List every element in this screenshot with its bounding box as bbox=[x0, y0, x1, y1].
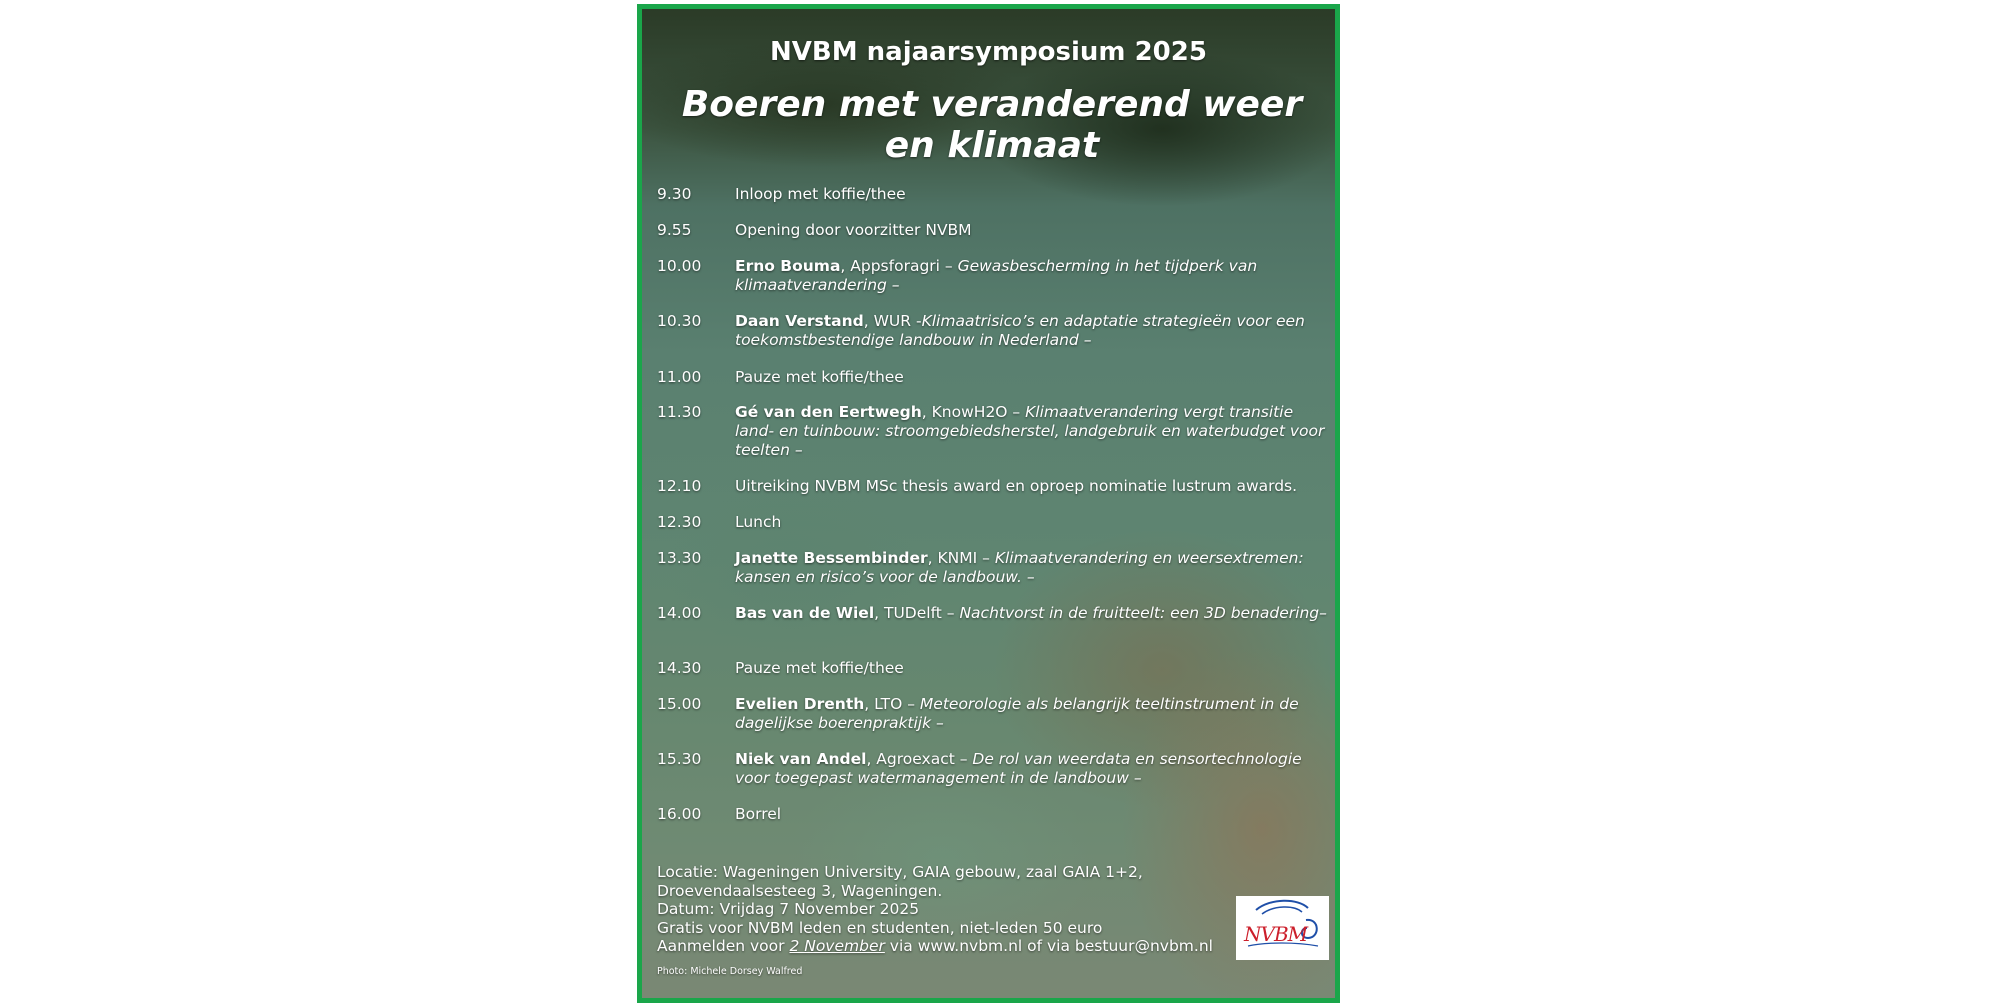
logo-text: NVBM bbox=[1244, 922, 1308, 946]
event-details bbox=[657, 863, 1257, 956]
speaker-affiliation: , Appsforagri – bbox=[840, 257, 958, 275]
program-time: 10.30 bbox=[657, 312, 702, 330]
program-description: Lunch bbox=[735, 513, 782, 531]
program-time: 11.00 bbox=[657, 368, 702, 386]
registration-prefix: Aanmelden voor bbox=[657, 937, 790, 955]
speaker-affiliation: , WUR - bbox=[863, 312, 922, 330]
location-text: Locatie: Wageningen University, GAIA gebouw, zaal GAIA 1+2, Droevendaalsesteeg 3, Wageningen. bbox=[657, 863, 1143, 900]
speaker-name: Janette Bessembinder bbox=[735, 549, 928, 567]
program-time: 16.00 bbox=[657, 805, 702, 823]
speaker-affiliation: , TUDelft – bbox=[874, 604, 960, 622]
talk-title: Klimaatrisico’s en adaptatie strategieën voor een toekomstbestendige landbouw in Nederland – bbox=[735, 312, 1305, 349]
program-time: 9.30 bbox=[657, 185, 692, 203]
talk-title: Gewasbescherming in het tijdperk van klimaatverandering – bbox=[735, 257, 1258, 294]
program-time: 13.30 bbox=[657, 549, 702, 567]
photo-credit: Photo: Michele Dorsey Walfred bbox=[657, 966, 803, 977]
poster-headline: NVBM najaarsymposium 2025 bbox=[770, 37, 1207, 67]
program-time: 10.00 bbox=[657, 257, 702, 275]
speaker-affiliation: , LTO – bbox=[864, 695, 920, 713]
speaker-name: Daan Verstand bbox=[735, 312, 864, 330]
speaker-affiliation: , Agroexact – bbox=[866, 750, 973, 768]
program-description: Opening door voorzitter NVBM bbox=[735, 221, 972, 239]
speaker-affiliation: , KnowH2O – bbox=[921, 403, 1026, 421]
program-time: 12.10 bbox=[657, 477, 702, 495]
program-description bbox=[735, 750, 1330, 788]
speaker-name: Gé van den Eertwegh bbox=[735, 403, 922, 421]
program-description: Borrel bbox=[735, 805, 782, 823]
talk-title: Klimaatverandering vergt transitie land- en tuinbouw: stroomgebiedsherstel, landgebruik en waterbudget voor teelten – bbox=[735, 403, 1325, 459]
registration-text bbox=[657, 937, 1257, 956]
speaker-name: Niek van Andel bbox=[735, 750, 867, 768]
nvbm-logo bbox=[1236, 896, 1329, 960]
program-description bbox=[735, 403, 1330, 460]
speaker-name: Bas van de Wiel bbox=[735, 604, 875, 622]
program-description bbox=[735, 312, 1330, 350]
program-description bbox=[735, 257, 1330, 295]
poster-subtitle: Boeren met veranderend weer en klimaat bbox=[681, 84, 1303, 166]
speaker-name: Erno Bouma bbox=[735, 257, 841, 275]
registration-deadline: 2 November bbox=[789, 937, 885, 955]
talk-title: De rol van weerdata en sensortechnologie voor toegepast watermanagement in de landbouw – bbox=[735, 750, 1302, 787]
talk-title: Klimaatverandering en weersextremen: kansen en risico’s voor de landbouw. – bbox=[735, 549, 1304, 586]
program-description: Uitreiking NVBM MSc thesis award en oproep nominatie lustrum awards. bbox=[735, 477, 1298, 495]
program-time: 12.30 bbox=[657, 513, 702, 531]
program-description bbox=[735, 695, 1330, 733]
poster bbox=[637, 4, 1340, 1003]
talk-title: Meteorologie als belangrijk teeltinstrument in de dagelijkse boerenpraktijk – bbox=[735, 695, 1299, 732]
program-time: 14.00 bbox=[657, 604, 702, 622]
program-description: Pauze met koffie/thee bbox=[735, 368, 904, 386]
talk-title: Nachtvorst in de fruitteelt: een 3D benadering– bbox=[959, 604, 1327, 622]
program-time: 15.30 bbox=[657, 750, 702, 768]
registration-suffix: via www.nvbm.nl of via bestuur@nvbm.nl bbox=[884, 937, 1213, 955]
speaker-affiliation: , KNMI – bbox=[927, 549, 995, 567]
program-description: Pauze met koffie/thee bbox=[735, 659, 904, 677]
speaker-name: Evelien Drenth bbox=[735, 695, 865, 713]
date-text: Datum: Vrijdag 7 November 2025 bbox=[657, 900, 920, 918]
program-description bbox=[735, 604, 1330, 623]
program-time: 11.30 bbox=[657, 403, 702, 421]
price-text: Gratis voor NVBM leden en studenten, niet-leden 50 euro bbox=[657, 918, 1103, 937]
program-time: 15.00 bbox=[657, 695, 702, 713]
program-description: Inloop met koffie/thee bbox=[735, 185, 906, 203]
program-time: 14.30 bbox=[657, 659, 702, 677]
program-description bbox=[735, 549, 1330, 587]
program-time: 9.55 bbox=[657, 221, 692, 239]
